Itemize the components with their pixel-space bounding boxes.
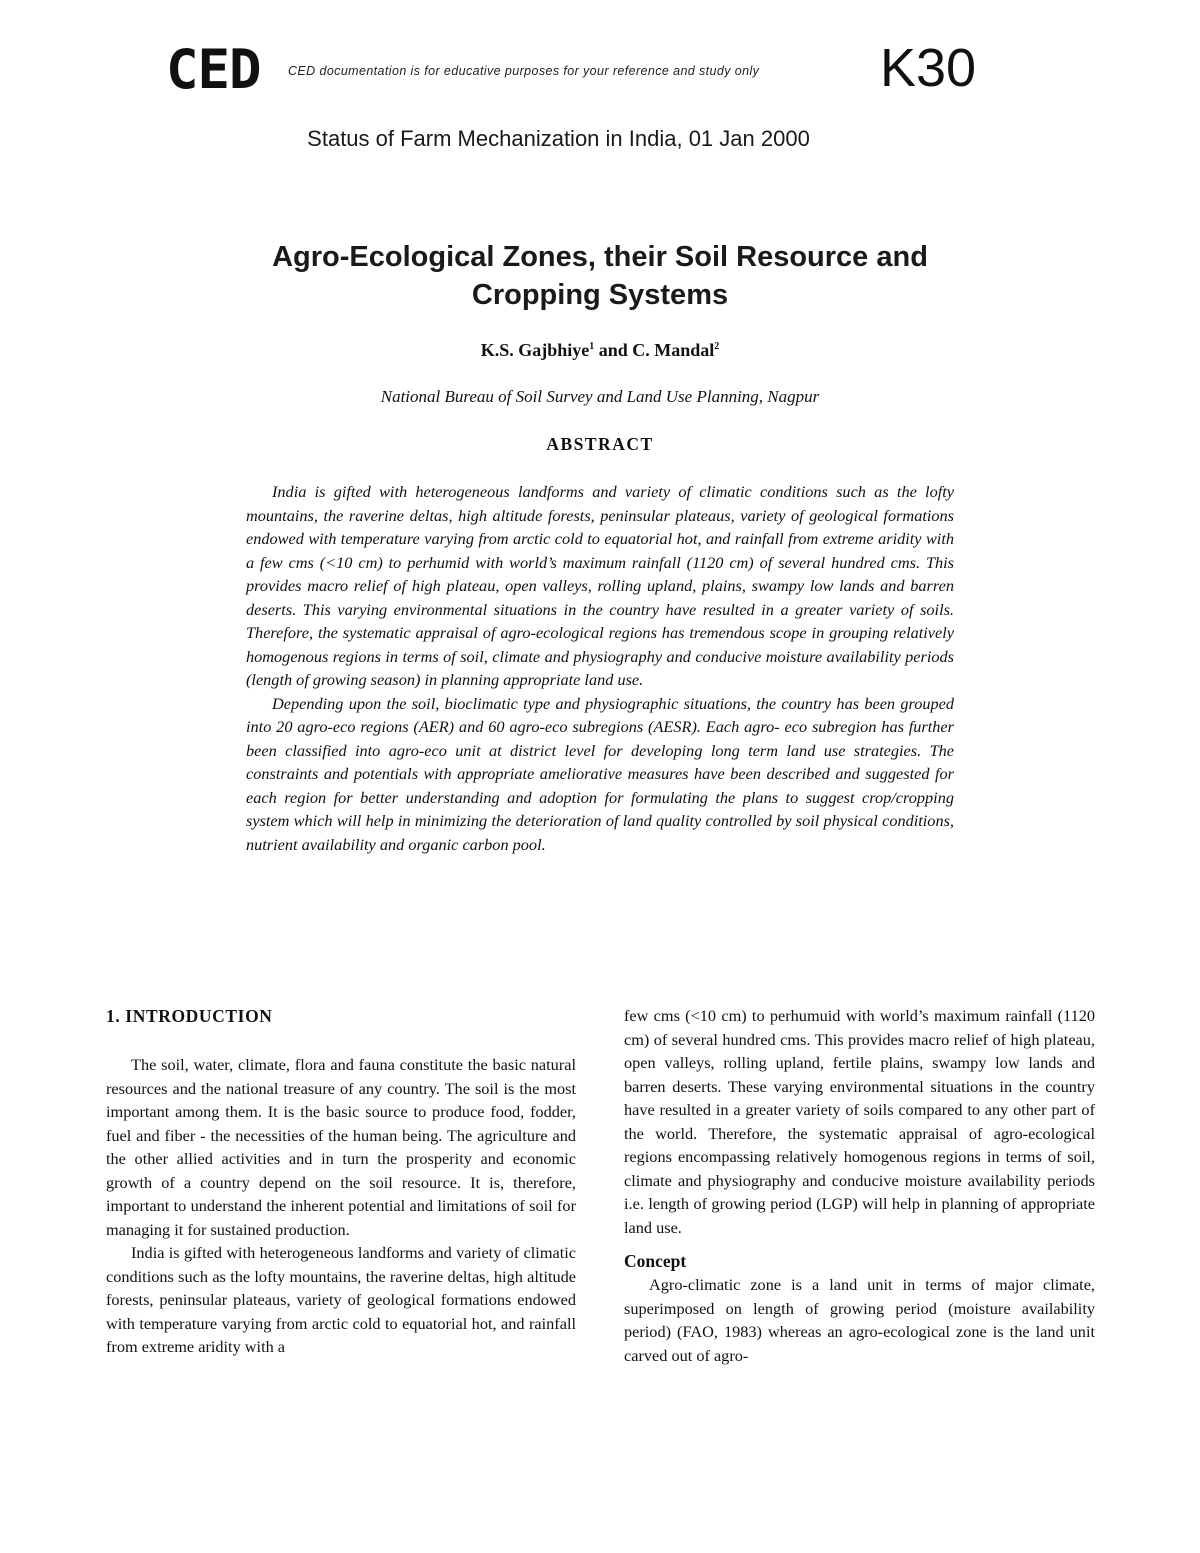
author-1-affiliation-mark: 1 (589, 341, 595, 352)
body-paragraph-continued: few cms (<10 cm) to perhumuid with world’s maximum rainfall (1120 cm) of several hundred cms. This provides macro relief of high plateau, open valleys, rolling upland, fertile plains, swampy low lands and barren deserts. These varying environmental situations in the country have resulted in a greater variety of soils compared to any other part of the world. Therefore, the systematic appraisal of agro-ecological regions encompassing relatively homogenous regions in terms of soil, climate and physiography and conducive moisture availability periods i.e. length of growing period (LGP) will help in planning of appropriate land use. (624, 1006, 1095, 1237)
abstract-heading: ABSTRACT (546, 434, 654, 454)
abstract-paragraph: India is gifted with heterogeneous landforms and variety of climatic conditions such as the lofty mountains, the raverine deltas, high altitude forests, peninsular plateaus, variety of geological formations endowed with temperature varying from arctic cold to equatorial hot, and rainfall from extreme aridity with a few cms (<10 cm) to perhumid with world’s maximum rainfall (1120 cm) of several hundred cms. This provides macro relief of high plateau, open valleys, rolling upland, plains, swampy low lands and barren deserts. This varying environmental situations in the country have resulted in a greater variety of soils. Therefore, the systematic appraisal of agro-ecological regions has tremendous scope in grouping relatively homogenous regions in terms of soil, climate and physiography and conducive moisture availability periods (length of growing season) in planning appropriate land use. (246, 482, 954, 689)
subsection-heading-concept: Concept (624, 1251, 687, 1271)
abstract-paragraph: Depending upon the soil, bioclimatic type and physiographic situations, the country has been grouped into 20 agro-eco regions (AER) and 60 agro-eco subregions (AESR). Each agro- eco subregion has further been classified into agro-eco unit at district level for developing long term land use strategies. The constraints and potentials with appropriate ameliorative measures have been described and suggested for each region for better understanding and adoption for formulating the plans to suggest crop/cropping system which will help in minimizing the deterioration of land quality controlled by soil physical conditions, nutrient availability and organic carbon pool. (246, 693, 954, 854)
left-column (106, 1004, 576, 1359)
paper-title (200, 238, 1000, 314)
series-line: Status of Farm Mechanization in India, 01 Jan 2000 (307, 126, 810, 151)
document-code: K30 (880, 38, 977, 98)
affiliation: National Bureau of Soil Survey and Land Use Planning, Nagpur (380, 387, 820, 406)
body-paragraph: Agro-climatic zone is a land unit in terms of major climate, superimposed on length of growing period (moisture availability period) (FAO, 1983) whereas an agro-ecological zone is the land unit carved out of agro- (624, 1275, 1095, 1365)
author-line (0, 338, 1200, 362)
page-header (0, 0, 1200, 110)
ced-logo: CED (166, 38, 261, 101)
author-1: K.S. Gajbhiye (480, 340, 590, 360)
abstract-body (246, 480, 954, 856)
body-paragraph: India is gifted with heterogeneous landforms and variety of climatic conditions such as the lofty mountains, the raverine deltas, high altitude forests, peninsular plateaus, variety of geological formations endowed with temperature varying from arctic cold to equatorial hot, and rainfall from extreme aridity with a (106, 1243, 576, 1356)
disclaimer-text: CED documentation is for educative purposes for your reference and study only (288, 64, 760, 78)
title-line-1: Agro-Ecological Zones, their Soil Resource and (272, 241, 928, 273)
author-2: and C. Mandal (594, 340, 715, 360)
body-paragraph: The soil, water, climate, flora and fauna constitute the basic natural resources and the national treasure of any country. The soil is the most important among them. It is the basic source to produce food, fodder, fuel and fiber - the necessities of the human being. The agriculture and the other allied activities and in turn the prosperity and economic growth of a country depend on the soil resource. It is, therefore, important to understand the inherent potential and limitations of soil for managing it for sustained production. (106, 1055, 576, 1239)
title-line-2: Cropping Systems (471, 279, 729, 311)
right-column (624, 1004, 1095, 1367)
section-heading-introduction: 1. INTRODUCTION (106, 1006, 273, 1026)
author-2-affiliation-mark: 2 (714, 341, 720, 352)
